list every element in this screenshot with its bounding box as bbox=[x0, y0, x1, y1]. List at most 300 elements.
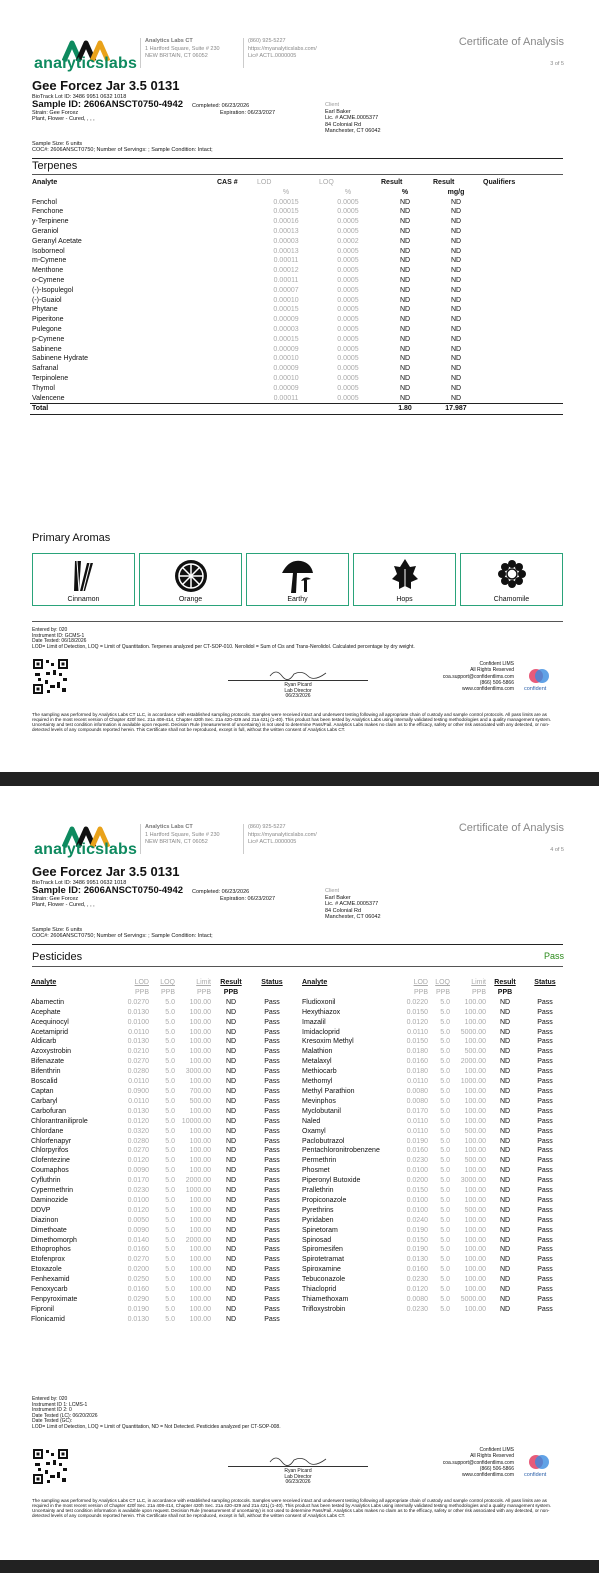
limit-value: 500.00 bbox=[464, 1127, 486, 1135]
status-value: Pass bbox=[537, 1206, 553, 1214]
result-mg: ND bbox=[450, 218, 462, 226]
table-row bbox=[301, 1206, 567, 1216]
unit: PPB bbox=[223, 988, 239, 996]
table-row bbox=[301, 1305, 567, 1315]
col-lod: LOD bbox=[134, 979, 149, 986]
cas-cell bbox=[215, 354, 255, 364]
client-heading: Client bbox=[325, 888, 340, 894]
table-row bbox=[301, 1057, 567, 1067]
table-row bbox=[30, 1305, 294, 1315]
result-mg: ND bbox=[450, 374, 462, 382]
loq-value: 5.0 bbox=[165, 1058, 175, 1066]
analyte-name: Geraniol bbox=[32, 227, 59, 235]
status-value: Pass bbox=[537, 1177, 553, 1185]
col-limit: Limit bbox=[196, 979, 211, 986]
table-units bbox=[30, 188, 563, 198]
lims-line: Confident LIMS bbox=[479, 1447, 514, 1453]
status-value: Pass bbox=[537, 1028, 553, 1036]
qualifier-cell bbox=[481, 325, 563, 335]
limit-value: 100.00 bbox=[464, 1097, 486, 1105]
lab-name: Analytics Labs CT bbox=[145, 38, 193, 44]
page-separator bbox=[0, 772, 599, 786]
analyte-name: Safranal bbox=[32, 365, 59, 373]
qualifier-cell bbox=[481, 354, 563, 364]
result-percent: ND bbox=[399, 276, 411, 284]
lod-value: 0.0190 bbox=[127, 1305, 149, 1313]
lod-value: 0.00013 bbox=[273, 227, 299, 235]
lod-value: 0.00011 bbox=[273, 394, 299, 402]
lod-value: 0.00003 bbox=[273, 237, 299, 245]
lod-value: 0.0230 bbox=[406, 1157, 428, 1165]
result-value: ND bbox=[499, 998, 511, 1006]
lims-line: Confident LIMS bbox=[479, 661, 514, 667]
analyte-name: Fenchone bbox=[32, 208, 64, 216]
table-row bbox=[30, 1097, 294, 1107]
cas-cell bbox=[215, 198, 255, 208]
result-value: ND bbox=[499, 1127, 511, 1135]
result-value: ND bbox=[499, 1276, 511, 1284]
loq-value: 5.0 bbox=[440, 1028, 450, 1036]
strain: Strain: Gee Forcez bbox=[32, 110, 79, 117]
entered-by: Entered by: 020 bbox=[32, 627, 68, 633]
col-result: Result bbox=[381, 179, 403, 186]
loq-value: 5.0 bbox=[440, 1256, 450, 1264]
test-info bbox=[32, 1397, 281, 1431]
lod-value: 0.0230 bbox=[406, 1276, 428, 1284]
analyte-name: Geranyl Acetate bbox=[32, 237, 82, 245]
status-value: Pass bbox=[264, 1305, 280, 1313]
lims-url[interactable]: www.confidentlims.com bbox=[462, 686, 514, 693]
aromas-title: Primary Aromas bbox=[32, 532, 111, 544]
table-row bbox=[30, 364, 563, 374]
limit-value: 100.00 bbox=[464, 1286, 486, 1294]
result-value: ND bbox=[499, 1256, 511, 1264]
limit-value: 100.00 bbox=[189, 1127, 211, 1135]
qualifier-cell bbox=[481, 286, 563, 296]
lod-value: 0.0180 bbox=[406, 1048, 428, 1056]
analyte-name: m-Cymene bbox=[32, 257, 67, 265]
result-value: ND bbox=[499, 1028, 511, 1036]
loq-value: 5.0 bbox=[165, 1038, 175, 1046]
status-value: Pass bbox=[537, 1127, 553, 1135]
limit-value: 100.00 bbox=[464, 1068, 486, 1076]
result-percent: ND bbox=[399, 355, 411, 363]
lab-address bbox=[145, 38, 220, 61]
lod-value: 0.0150 bbox=[406, 1187, 428, 1195]
cas-cell bbox=[215, 374, 255, 384]
analyte-name: Acequinocyl bbox=[31, 1018, 69, 1026]
limit-value: 100.00 bbox=[189, 1038, 211, 1046]
table-row bbox=[301, 1047, 567, 1057]
loq-value: 5.0 bbox=[165, 1087, 175, 1095]
test-info bbox=[32, 628, 415, 650]
result-percent: ND bbox=[399, 365, 411, 373]
table-row bbox=[301, 1196, 567, 1206]
col-status: Status bbox=[534, 979, 556, 986]
loq-value: 5.0 bbox=[165, 1117, 175, 1125]
status-value: Pass bbox=[537, 1008, 553, 1016]
result-percent: ND bbox=[399, 218, 411, 226]
signature-icon bbox=[268, 668, 328, 680]
loq-value: 5.0 bbox=[440, 1068, 450, 1076]
table-row bbox=[301, 1226, 567, 1236]
lod-value: 0.00009 bbox=[273, 365, 299, 373]
result-value: ND bbox=[225, 1038, 237, 1046]
cas-cell bbox=[215, 394, 255, 404]
table-row bbox=[301, 1097, 567, 1107]
footnote: LOD= Limit of Detection, LOQ = Limit of Quantitation, ND = Not Detected. Pesticides analyzed per CT-SOP-008. bbox=[32, 1423, 281, 1430]
loq-value: 5.0 bbox=[440, 1157, 450, 1165]
loq-value: 5.0 bbox=[165, 1078, 175, 1086]
analyte-name: Clofentezine bbox=[31, 1157, 70, 1165]
lod-value: 0.00010 bbox=[273, 355, 299, 363]
loq-value: 5.0 bbox=[440, 1018, 450, 1026]
client-info bbox=[325, 102, 381, 135]
loq-value: 5.0 bbox=[165, 1296, 175, 1303]
lod-value: 0.00012 bbox=[273, 267, 299, 275]
loq-value: 5.0 bbox=[440, 998, 450, 1006]
lod-value: 0.0110 bbox=[407, 1028, 428, 1036]
signature-block bbox=[228, 1466, 368, 1486]
analyte-name: Permethrin bbox=[302, 1157, 337, 1165]
analyte-name: Azoxystrobin bbox=[31, 1048, 72, 1056]
unit: % bbox=[344, 188, 352, 196]
table-row bbox=[30, 1166, 294, 1176]
lab-address-line: 1 Hartford Square, Suite # 230 bbox=[145, 831, 220, 838]
limit-value: 100.00 bbox=[464, 1167, 486, 1175]
status-value: Pass bbox=[537, 1048, 553, 1056]
loq-value: 0.0005 bbox=[337, 394, 359, 402]
table-row bbox=[30, 354, 563, 364]
result-value: ND bbox=[499, 1048, 511, 1056]
table-row bbox=[301, 1176, 567, 1186]
status-value: Pass bbox=[537, 1236, 553, 1244]
client-address: Manchester, CT 06042 bbox=[325, 914, 381, 920]
status-value: Pass bbox=[264, 1117, 280, 1125]
cas-cell bbox=[215, 237, 255, 247]
loq-value: 0.0005 bbox=[337, 306, 359, 314]
lod-value: 0.0150 bbox=[406, 1038, 428, 1046]
instrument-id-2: Instrument ID 2: 0 bbox=[32, 1407, 72, 1414]
lab-license: Lic# ACTL.0000005 bbox=[248, 53, 297, 60]
lod-value: 0.0110 bbox=[407, 1117, 428, 1125]
table-row bbox=[301, 1275, 567, 1285]
limit-value: 100.00 bbox=[464, 1147, 486, 1155]
analyte-name: Dimethomorph bbox=[31, 1236, 77, 1244]
table-row bbox=[30, 394, 563, 404]
status-value: Pass bbox=[264, 998, 280, 1006]
status-value: Pass bbox=[537, 1296, 553, 1303]
loq-value: 5.0 bbox=[440, 1236, 450, 1244]
lod-value: 0.0120 bbox=[406, 1286, 428, 1294]
result-value: ND bbox=[499, 1058, 511, 1066]
loq-value: 5.0 bbox=[440, 1276, 450, 1284]
sample-info bbox=[32, 141, 213, 153]
loq-value: 5.0 bbox=[165, 1256, 175, 1264]
biotrack-lot-id: BioTrack Lot ID: 3486 9951 0632 1018 bbox=[32, 880, 127, 886]
result-value: ND bbox=[225, 1226, 237, 1234]
loq-value: 5.0 bbox=[440, 1078, 450, 1086]
loq-value: 5.0 bbox=[440, 1058, 450, 1066]
terpenes-table bbox=[30, 178, 563, 415]
result-value: ND bbox=[225, 1315, 237, 1323]
result-percent: ND bbox=[399, 394, 411, 402]
result-mg: ND bbox=[450, 286, 462, 294]
instrument-id-1: Instrument ID 1: LCMS-1 bbox=[32, 1401, 88, 1408]
analyte-name: Spinosad bbox=[302, 1236, 332, 1244]
col-analyte: Analyte bbox=[31, 979, 57, 986]
analyte-name: Acetamiprid bbox=[31, 1028, 68, 1036]
client-license: Lic. # ACME.0005377 bbox=[325, 901, 379, 907]
limit-value: 100.00 bbox=[464, 1226, 486, 1234]
result-value: ND bbox=[499, 1167, 511, 1175]
limit-value: 100.00 bbox=[189, 1157, 211, 1165]
matrix: Plant, Flower - Cured, , , , bbox=[32, 902, 95, 909]
loq-value: 5.0 bbox=[440, 1206, 450, 1214]
loq-value: 5.0 bbox=[165, 1048, 175, 1056]
limit-value: 3000.00 bbox=[460, 1177, 486, 1185]
analyte-name: Propiconazole bbox=[302, 1196, 347, 1204]
unit: PPB bbox=[413, 988, 428, 996]
lod-value: 0.0100 bbox=[127, 1196, 149, 1204]
signature-block bbox=[228, 680, 368, 700]
lab-address-line: NEW BRITAIN, CT 06052 bbox=[145, 53, 208, 60]
col-limit: Limit bbox=[471, 979, 486, 986]
result-value: ND bbox=[225, 1187, 237, 1195]
result-value: ND bbox=[499, 1157, 511, 1165]
table-row bbox=[30, 1008, 294, 1018]
result-mg: ND bbox=[450, 365, 462, 373]
analyte-name: Pulegone bbox=[32, 325, 62, 333]
table-row bbox=[30, 1018, 294, 1028]
status-value: Pass bbox=[264, 1018, 280, 1026]
lod-value: 0.0190 bbox=[406, 1226, 428, 1234]
table-row bbox=[30, 198, 563, 208]
aroma-card bbox=[353, 553, 456, 606]
cas-cell bbox=[215, 305, 255, 315]
lod-value: 0.0120 bbox=[127, 1157, 149, 1165]
lab-address bbox=[145, 824, 220, 847]
unit: PPB bbox=[196, 988, 211, 996]
loq-value: 0.0005 bbox=[337, 355, 359, 363]
table-row bbox=[30, 1067, 294, 1077]
lab-url[interactable]: https://myanalyticslabs.com/ bbox=[248, 45, 317, 52]
limit-value: 100.00 bbox=[189, 1296, 211, 1303]
col-result: Result bbox=[494, 979, 516, 986]
result-percent: ND bbox=[399, 345, 411, 353]
result-mg: ND bbox=[450, 257, 462, 265]
signer-title: Lab Director bbox=[284, 687, 312, 694]
analyte-name: Cypermethrin bbox=[31, 1187, 74, 1195]
analyte-name: DDVP bbox=[31, 1206, 51, 1214]
analyte-name: Metalaxyl bbox=[302, 1058, 332, 1066]
limit-value: 100.00 bbox=[189, 1216, 211, 1224]
loq-value: 0.0005 bbox=[337, 227, 359, 235]
limit-value: 100.00 bbox=[464, 1018, 486, 1026]
pesticides-table-left bbox=[30, 978, 294, 1325]
result-percent: ND bbox=[399, 335, 411, 343]
loq-value: 5.0 bbox=[165, 1157, 175, 1165]
result-value: ND bbox=[225, 1246, 237, 1254]
limit-value: 100.00 bbox=[464, 1117, 486, 1125]
status-value: Pass bbox=[264, 1028, 280, 1036]
table-row bbox=[30, 1137, 294, 1147]
cas-cell bbox=[215, 296, 255, 306]
cas-cell bbox=[215, 266, 255, 276]
loq-value: 0.0005 bbox=[337, 296, 359, 304]
analyte-name: Methomyl bbox=[302, 1078, 333, 1086]
status-value: Pass bbox=[264, 1087, 280, 1095]
result-value: ND bbox=[499, 1296, 511, 1303]
lab-contact bbox=[248, 824, 317, 847]
result-mg: ND bbox=[450, 208, 462, 216]
status-value: Pass bbox=[537, 1117, 553, 1125]
lod-value: 0.0230 bbox=[406, 1305, 428, 1313]
aroma-label: Hops bbox=[396, 596, 413, 603]
qualifier-cell bbox=[481, 296, 563, 306]
result-percent: ND bbox=[399, 237, 411, 245]
result-value: ND bbox=[225, 1177, 237, 1185]
analyte-name: Aldicarb bbox=[31, 1038, 57, 1046]
analyte-name: Menthone bbox=[32, 267, 64, 275]
lod-value: 0.0320 bbox=[127, 1127, 149, 1135]
client-address: Manchester, CT 06042 bbox=[325, 128, 381, 134]
limit-value: 700.00 bbox=[189, 1087, 211, 1095]
table-row bbox=[30, 1236, 294, 1246]
analyte-name: Chlorantraniliprole bbox=[31, 1117, 88, 1125]
product-title: Gee Forcez Jar 3.5 0131 bbox=[32, 78, 180, 93]
page-separator bbox=[0, 1560, 599, 1573]
status-value: Pass bbox=[537, 1097, 553, 1105]
analyte-name: Prallethrin bbox=[302, 1187, 334, 1195]
limit-value: 100.00 bbox=[464, 1187, 486, 1195]
section-title: Pesticides bbox=[32, 951, 83, 963]
status-value: Pass bbox=[264, 1196, 280, 1204]
analyte-name: Fenchol bbox=[32, 198, 57, 206]
analyte-name: Imazalil bbox=[302, 1018, 326, 1026]
lod-value: 0.0150 bbox=[406, 1008, 428, 1016]
loq-value: 5.0 bbox=[165, 1276, 175, 1284]
result-percent: ND bbox=[399, 296, 411, 304]
signature-icon bbox=[268, 1454, 328, 1466]
client-license: Lic. # ACME.0005377 bbox=[325, 115, 379, 121]
qualifier-cell bbox=[481, 374, 563, 384]
table-row bbox=[301, 1186, 567, 1196]
lims-email[interactable]: coa.support@confidentlims.com bbox=[442, 673, 514, 680]
limit-value: 100.00 bbox=[464, 998, 486, 1006]
qualifier-cell bbox=[481, 315, 563, 325]
table-row bbox=[30, 1037, 294, 1047]
loq-value: 5.0 bbox=[440, 1196, 450, 1204]
result-mg: ND bbox=[450, 276, 462, 284]
loq-value: 5.0 bbox=[165, 1008, 175, 1016]
limit-value: 100.00 bbox=[189, 1286, 211, 1294]
table-header bbox=[30, 978, 294, 988]
status-value: Pass bbox=[264, 1276, 280, 1284]
analyte-name: Piperitone bbox=[32, 316, 64, 324]
qualifier-cell bbox=[481, 247, 563, 257]
result-value: ND bbox=[499, 1078, 511, 1086]
result-value: ND bbox=[499, 1137, 511, 1145]
analyte-name: Ethoprophos bbox=[31, 1246, 71, 1254]
expiration-date: Expiration: 06/23/2027 bbox=[220, 110, 276, 116]
orange-icon bbox=[172, 557, 210, 595]
lims-url[interactable]: www.confidentlims.com bbox=[462, 1472, 514, 1479]
status-value: Pass bbox=[537, 1226, 553, 1234]
result-value: ND bbox=[225, 1216, 237, 1224]
cas-cell bbox=[215, 364, 255, 374]
cas-cell bbox=[215, 325, 255, 335]
result-value: ND bbox=[499, 1117, 511, 1125]
loq-value: 5.0 bbox=[440, 1286, 450, 1294]
disclaimer: The sampling was performed by Analytics Labs CT LLC, in accordance with established sampling protocols. Samples were received intact and underwent testing following all appropriate chain of custody and sample control protocols. All pass limits are as required in the most recent version of Chapter 420f Sec. 21a 408-414, Chapter 420h Sec. 21a 420-429 and 21a 421j (1-40). This product has been tested by Analytics Labs using internally validated testing methodologies and a quality management system. Uncertainty and test condition information is available upon request. Decision Rule (measurement of uncertainty) is not used to determine Pass/Fail. Analytics Labs makes no claim as to the efficacy, safety or other risk associated with any detected, or non-detected levels of any compounds reported herein. This Certificate shall not be reproduced, except in full, without the written consent of Analytics Labs CT. bbox=[32, 712, 552, 733]
result-percent: ND bbox=[399, 208, 411, 216]
analyte-name: Mevinphos bbox=[302, 1097, 336, 1105]
footnote: LOD= Limit of Detection, LOQ = Limit of Quantitation. Terpenes analyzed per CT-SOP-010. Nerolidol = Sum of Cis and Trans-Nerolidol. Calculated percentage by dry weight. bbox=[32, 643, 415, 650]
analyte-name: Boscalid bbox=[31, 1078, 58, 1086]
table-row bbox=[301, 1018, 567, 1028]
result-mg: ND bbox=[450, 345, 462, 353]
table-row bbox=[30, 237, 563, 247]
status-value: Pass bbox=[537, 1068, 553, 1076]
loq-value: 0.0005 bbox=[337, 384, 359, 392]
lod-value: 0.0100 bbox=[127, 1018, 149, 1026]
status-value: Pass bbox=[264, 1107, 280, 1115]
status-value: Pass bbox=[264, 1038, 280, 1046]
lims-email[interactable]: coa.support@confidentlims.com bbox=[442, 1459, 514, 1466]
limit-value: 2000.00 bbox=[185, 1236, 211, 1244]
lod-value: 0.0090 bbox=[127, 1167, 149, 1175]
loq-value: 5.0 bbox=[440, 1305, 450, 1313]
result-mg: ND bbox=[450, 267, 462, 275]
status-value: Pass bbox=[264, 1296, 280, 1303]
total-mg: 17.987 bbox=[445, 405, 467, 413]
col-analyte: Analyte bbox=[302, 979, 328, 986]
col-result: Result bbox=[220, 979, 242, 986]
loq-value: 5.0 bbox=[440, 1117, 450, 1125]
lod-value: 0.0150 bbox=[406, 1236, 428, 1244]
limit-value: 100.00 bbox=[189, 1078, 211, 1086]
loq-value: 5.0 bbox=[165, 1187, 175, 1195]
result-value: ND bbox=[225, 1087, 237, 1095]
lod-value: 0.0120 bbox=[127, 1117, 149, 1125]
result-value: ND bbox=[499, 1147, 511, 1155]
loq-value: 5.0 bbox=[440, 1147, 450, 1155]
lod-value: 0.0080 bbox=[406, 1296, 428, 1303]
result-mg: ND bbox=[450, 306, 462, 314]
lod-value: 0.00016 bbox=[273, 218, 299, 226]
lims-info bbox=[420, 1447, 514, 1478]
coa-page-3 bbox=[0, 0, 599, 772]
lod-value: 0.0190 bbox=[406, 1246, 428, 1254]
analyte-name: Chlorpyrifos bbox=[31, 1147, 69, 1155]
completed-date: Completed: 06/23/2026 bbox=[192, 889, 250, 895]
analyte-name: Captan bbox=[31, 1087, 54, 1095]
lod-value: 0.0080 bbox=[406, 1097, 428, 1105]
date-tested: Date Tested: 06/18/2026 bbox=[32, 638, 87, 645]
result-percent: ND bbox=[399, 325, 411, 333]
lod-value: 0.00015 bbox=[273, 306, 299, 314]
status-value: Pass bbox=[264, 1286, 280, 1294]
result-value: ND bbox=[225, 1196, 237, 1204]
result-percent: ND bbox=[399, 257, 411, 265]
lab-url[interactable]: https://myanalyticslabs.com/ bbox=[248, 831, 317, 838]
coa-title: Certificate of Analysis bbox=[458, 36, 564, 48]
analyte-name: Valencene bbox=[32, 394, 65, 402]
analyte-name: Chlorfenapyr bbox=[31, 1137, 72, 1145]
loq-value: 5.0 bbox=[440, 1087, 450, 1095]
status-value: Pass bbox=[537, 1187, 553, 1195]
